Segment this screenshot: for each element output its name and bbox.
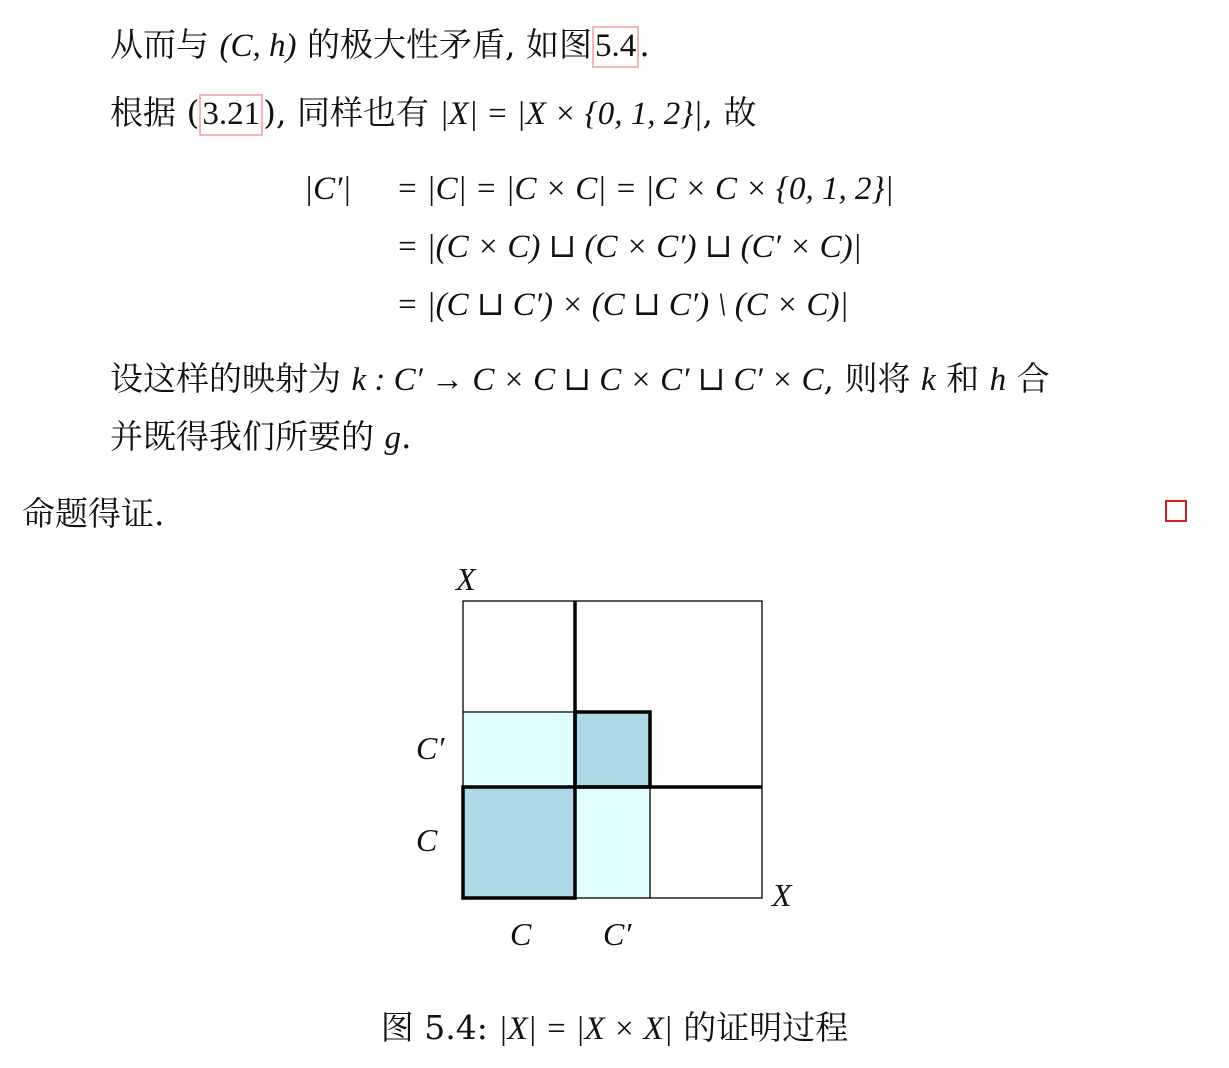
figure-reference-link[interactable]: 5.4	[592, 26, 639, 68]
math-inline: g	[384, 420, 401, 456]
text-segment: .	[401, 417, 412, 456]
math-inline: (C, h)	[219, 28, 297, 64]
text-segment: 并既得我们所要的	[110, 417, 385, 456]
equation-row-1: = |C| = |C × C| = |C × C × {0, 1, 2}|	[396, 171, 894, 207]
axis-label-cprime-bottom: C′	[603, 916, 632, 952]
text-segment: ), 同样也有	[263, 93, 440, 132]
text-segment: .	[639, 25, 650, 64]
c-by-c-cell	[463, 787, 575, 898]
axis-label-cprime-left: C′	[416, 730, 445, 766]
text-segment: 和	[935, 359, 990, 398]
text-segment: , 则将	[823, 359, 921, 398]
equation-reference-link[interactable]: 3.21	[199, 94, 263, 136]
math-inline: |X| = |X × {0, 1, 2}|	[439, 96, 703, 132]
text-segment: 根据 (	[110, 93, 200, 132]
equation-row-3: = |(C ⊔ C′) × (C ⊔ C′) \ (C × C)|	[396, 287, 849, 323]
axis-label-c-left: C	[416, 822, 438, 858]
text-segment: 的极大性矛盾, 如图	[296, 25, 592, 64]
axis-label-c-bottom: C	[510, 916, 532, 952]
cprime-by-cprime-cell	[575, 712, 650, 787]
proof-conclusion: 命题得证.	[22, 494, 165, 533]
axis-label-x-right: X	[772, 877, 792, 913]
text-segment: 合	[1006, 359, 1050, 398]
caption-suffix: 的证明过程	[672, 1008, 849, 1047]
figure-caption	[0, 1008, 1229, 1047]
text-segment: 设这样的映射为	[110, 359, 352, 398]
math-inline: k	[920, 362, 936, 398]
c-by-cprime-cell	[575, 787, 650, 898]
text-segment: 从而与	[110, 25, 220, 64]
math-inline: h	[989, 362, 1007, 398]
caption-prefix: 图 5.4:	[380, 1008, 499, 1047]
math-inline: k : C′ → C × C ⊔ C × C′ ⊔ C′ × C	[351, 362, 824, 398]
caption-math: |X| = |X × X|	[498, 1011, 673, 1047]
axis-label-x-top: X	[456, 561, 476, 597]
equation-row-2: = |(C × C) ⊔ (C × C′) ⊔ (C′ × C)|	[396, 229, 862, 265]
equation-lhs: |C′|	[304, 171, 352, 207]
cprime-by-c-cell	[463, 712, 575, 787]
text-segment: , 故	[702, 93, 757, 132]
